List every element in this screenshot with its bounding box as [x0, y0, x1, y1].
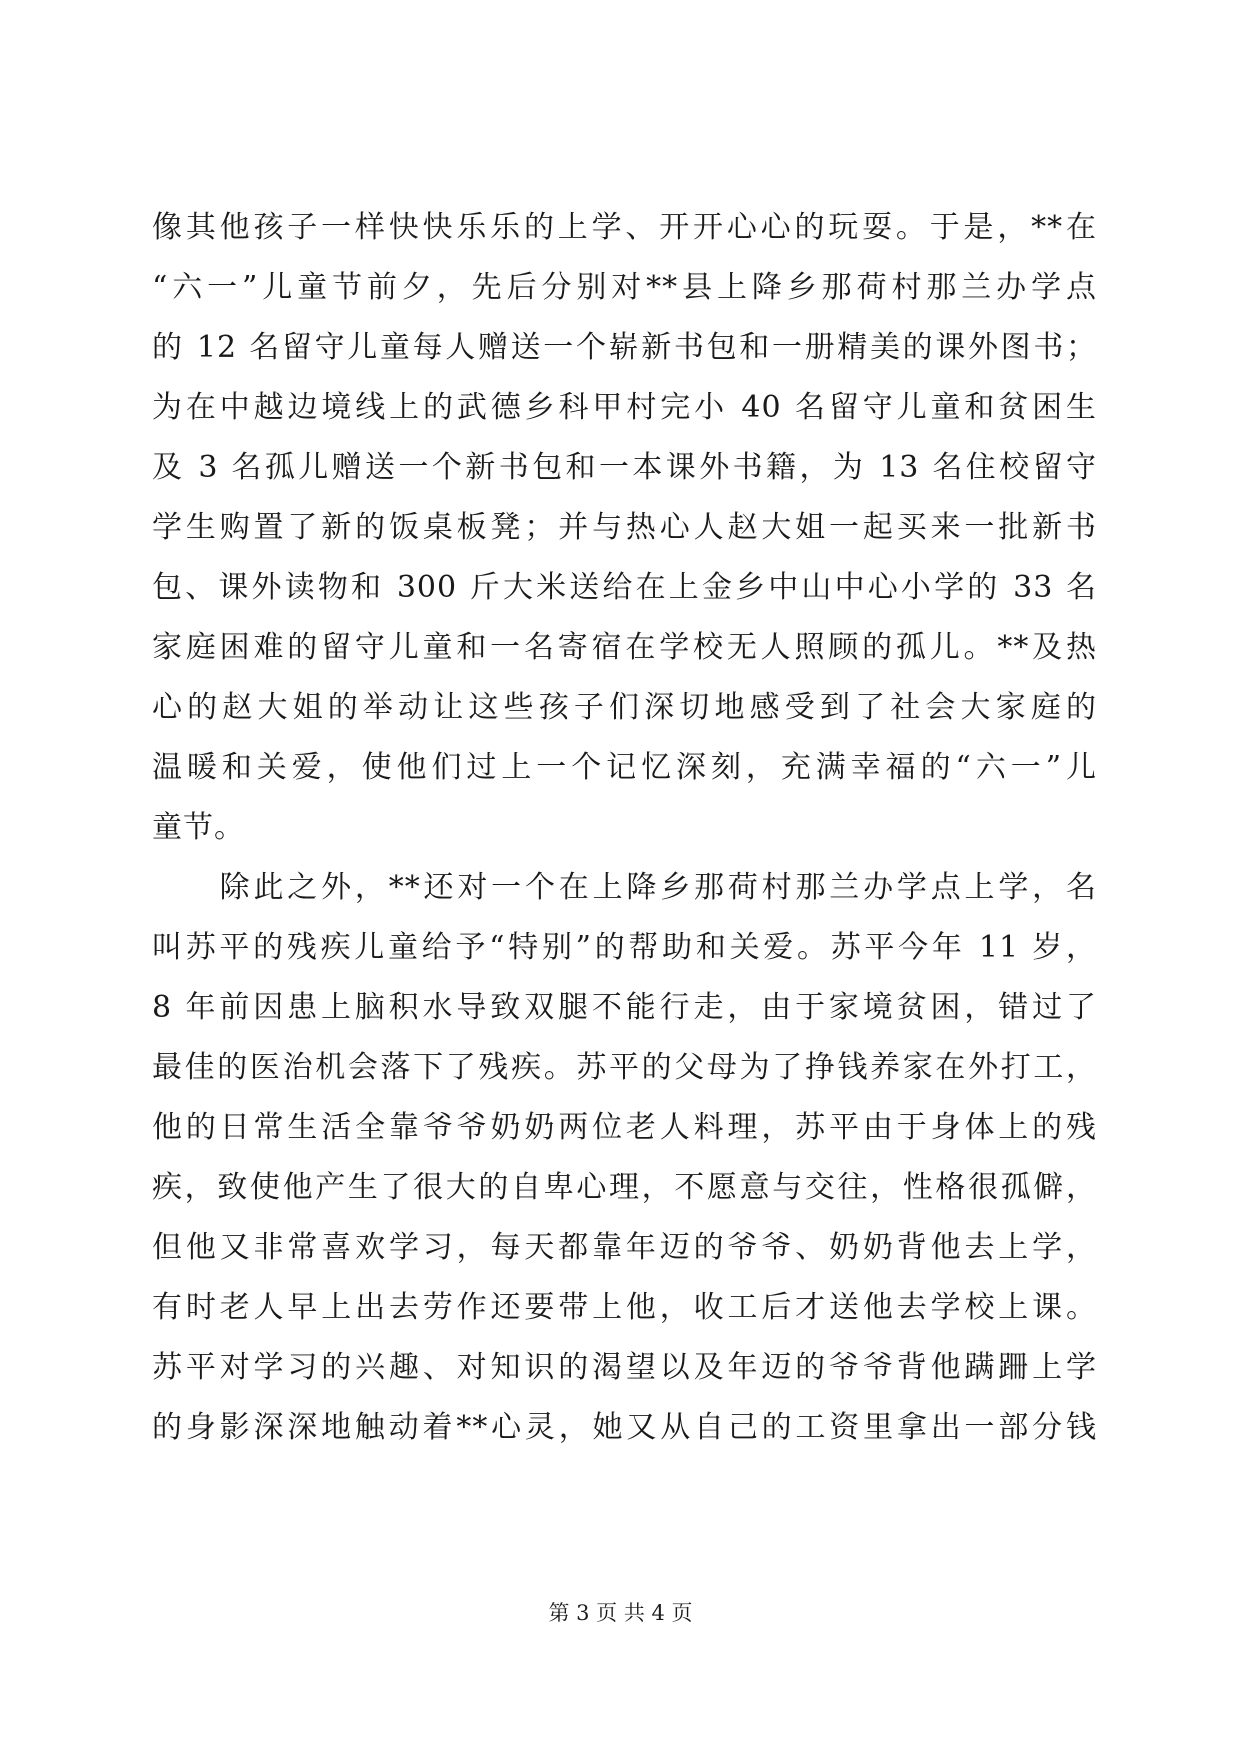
text-line: 8 年前因患上脑积水导致双腿不能行走，由于家境贫困，错过了 [152, 990, 1097, 1025]
text-line: “六一”儿童节前夕，先后分别对**县上降乡那荷村那兰办学点 [152, 270, 1097, 305]
text-line: 家庭困难的留守儿童和一名寄宿在学校无人照顾的孤儿。**及热 [152, 630, 1097, 665]
text-line: 心的赵大姐的举动让这些孩子们深切地感受到了社会大家庭的 [152, 690, 1097, 725]
text-line: 有时老人早上出去劳作还要带上他，收工后才送他去学校上课。 [152, 1290, 1097, 1325]
text-line: 学生购置了新的饭桌板凳；并与热心人赵大姐一起买来一批新书 [152, 510, 1097, 545]
page-footer [0, 1598, 1241, 1628]
text-line: 像其他孩子一样快快乐乐的上学、开开心心的玩耍。于是，**在 [152, 210, 1097, 245]
page-number-label: 第 3 页 共 4 页 [548, 1601, 693, 1625]
text-line: 除此之外，**还对一个在上降乡那荷村那兰办学点上学，名 [152, 870, 1097, 905]
text-line: 的 12 名留守儿童每人赠送一个崭新书包和一册精美的课外图书； [152, 330, 1097, 365]
text-line: 包、课外读物和 300 斤大米送给在上金乡中山中心小学的 33 名 [152, 570, 1097, 605]
body-text [152, 198, 1097, 1458]
text-line: 叫苏平的残疾儿童给予“特别”的帮助和关爱。苏平今年 11 岁， [152, 930, 1097, 965]
text-line: 的身影深深地触动着**心灵，她又从自己的工资里拿出一部分钱 [152, 1410, 1097, 1445]
text-line: 童节。 [152, 810, 245, 845]
text-line: 但他又非常喜欢学习，每天都靠年迈的爷爷、奶奶背他去上学， [152, 1230, 1097, 1265]
text-line: 温暖和关爱，使他们过上一个记忆深刻，充满幸福的“六一”儿 [152, 750, 1097, 785]
text-line: 疾，致使他产生了很大的自卑心理，不愿意与交往，性格很孤僻， [152, 1170, 1097, 1205]
text-line: 最佳的医治机会落下了残疾。苏平的父母为了挣钱养家在外打工， [152, 1050, 1097, 1085]
text-line: 他的日常生活全靠爷爷奶奶两位老人料理，苏平由于身体上的残 [152, 1110, 1097, 1145]
text-line: 及 3 名孤儿赠送一个新书包和一本课外书籍，为 13 名住校留守 [152, 450, 1097, 485]
text-line: 苏平对学习的兴趣、对知识的渴望以及年迈的爷爷背他蹒跚上学 [152, 1350, 1097, 1385]
text-line: 为在中越边境线上的武德乡科甲村完小 40 名留守儿童和贫困生 [152, 390, 1097, 425]
